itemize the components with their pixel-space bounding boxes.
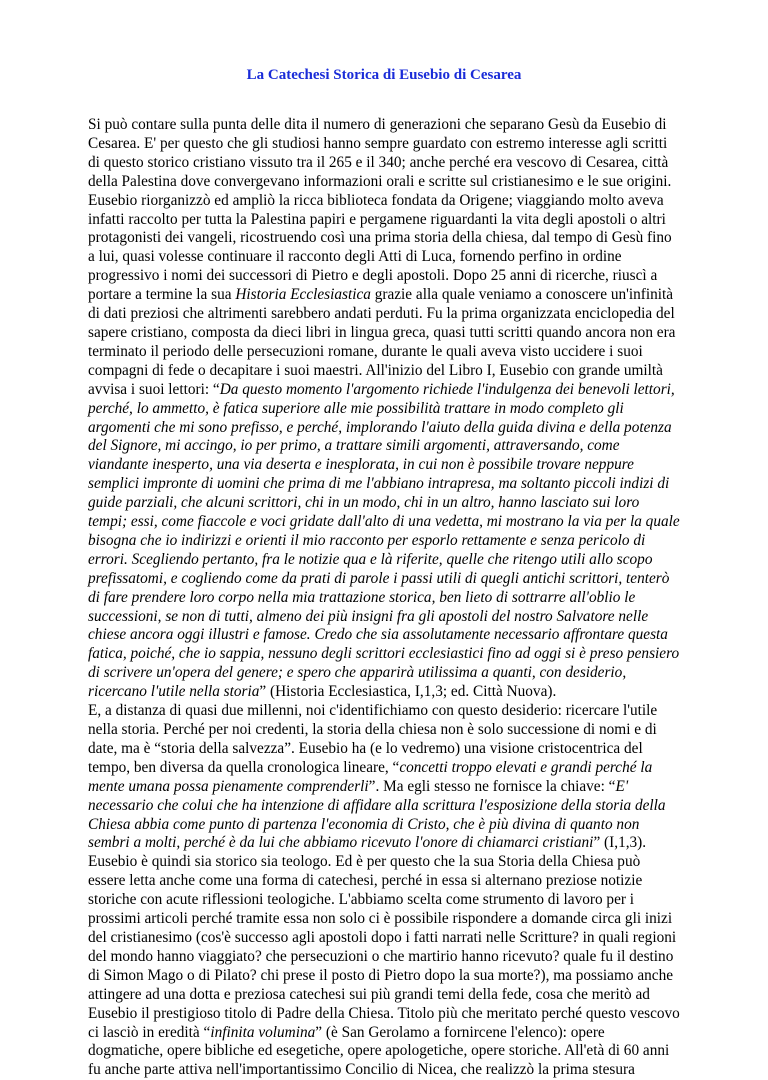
paragraph-2 — [88, 702, 680, 1080]
article-body — [88, 116, 680, 1080]
paragraph-2-italic-1: concetti troppo elevati e grandi perché la mente umana possa pienamente comprenderli — [88, 758, 653, 795]
paragraph-1 — [88, 116, 680, 702]
paragraph-2-italic-2: infinita volumina — [210, 1023, 316, 1041]
paragraph-2-text-1: E, a distanza di quasi due millenni, noi c'identifichiamo con questo desiderio: ricercare l'utile nella storia. Perché per noi credenti, la storia della chiesa non è solo successione di nomi e di date, ma è “storia della salvezza”. Eusebio ha (e lo vedremo) una visione cristocentrica del tempo, ben diversa da quella cronologica lineare, “ — [88, 702, 658, 776]
paragraph-1-quote: Da questo momento l'argomento richiede l'indulgenza dei benevoli lettori, perché, lo ammetto, è fatica superiore alle mie possibilità trattare in modo completo gli argomenti che mi sono prefisso, e perché, implorando l'aiuto della guida divina e della potenza del Signore, mi accingo, io per primo, a trattare simili argomenti, attraversando, come viandante inesperto, una via deserta e inesplorata, in cui non è possibile trovare neppure semplici impronte di uomini che prima di me l'abbiano intrapresa, ma soltanto piccoli indizi di guide parziali, che alcuni scrittori, chi in un modo, chi in un altro, hanno lasciato sui loro tempi; essi, come fiaccole e voci gridate dall'alto di una vedetta, mi mostrano la via per la quale bisogna che io indirizzi e orienti il mio racconto per esporlo rettamente e senza pericolo di errori. Scegliendo pertanto, fra le notizie qua e là riferite, quelle che ritengo utili allo scopo prefissatomi, e cogliendo come da prati di parole i passi utili di quegli antichi scrittori, tenterò di fare prendere loro corpo nella mia trattazione storica, ben lieto di sottrarre all'oblio le successioni, se non di tutti, almeno dei più insigni fra gli apostoli del nostro Salvatore nelle chiese ancora oggi illustri e famose. Credo che sia assolutamente necessario affrontare questa fatica, poiché, che io sappia, nessuno degli scrittori ecclesiastici fino ad oggi si è preso pensiero di scrivere un'opera del genere; e spero che apparirà utilissima a quanti, con desiderio, ricercano l'utile nella storia — [88, 380, 680, 701]
paragraph-1-text-3: ” (Historia Ecclesiastica, I,1,3; ed. Città Nuova). — [259, 683, 557, 701]
paragraph-1-text-1: Si può contare sulla punta delle dita il numero di generazioni che separano Gesù da Eusebio di Cesarea. E' per questo che gli studiosi hanno sempre guardato con estremo interesse agli scritti di questo storico cristiano vissuto tra il 265 e il 340; anche perché era vescovo di Cesarea, città della Palestina dove convergevano informazioni orali e scritte sul cristianesimo e le sue origini. Eusebio riorganizzò ed ampliò la ricca biblioteca fondata da Origene; viaggiando molto aveva infatti raccolto per tutta la Palestina papiri e pergamene riguardanti la vita degli apostoli o altri protagonisti dei vangeli, ricostruendo così una prima storia della chiesa, dal tempo di Gesù fino a lui, quasi volesse continuare il racconto degli Atti di Luca, fornendo perfino in ordine progressivo i nomi dei successori di Pietro e degli apostoli. Dopo 25 anni di ricerche, riuscì a portare a termine la sua — [88, 116, 672, 304]
paragraph-1-italic-1: Historia Ecclesiastica — [235, 286, 371, 304]
paragraph-2-text-2: ”. Ma egli stesso ne fornisce la chiave: “ — [368, 777, 616, 795]
document-title: La Catechesi Storica di Eusebio di Cesarea — [246, 67, 522, 83]
paragraph-2-text-4: ” (è San Gerolamo a fornircene l'elenco): opere dogmatiche, opere bibliche ed esegetiche, opere apologetiche, opere storiche. All'età di 60 anni fu anche parte attiva nell'importantissimo Concilio di Nicea, che realizzò la prima stesura — [88, 1023, 670, 1079]
paragraph-2-quote: E' necessario che colui che ha intenzione di affidare alla scrittura l'esposizione della storia della Chiesa abbia come punto di partenza l'economia di Cristo, che è più divina di quanto non sembri a molti, perché è da lui che abbiamo ricevuto l'onore di chiamarci cristiani — [88, 777, 666, 852]
paragraph-1-text-2: grazie alla quale veniamo a conoscere un'infinità di dati preziosi che altrimenti sarebbero andati perduti. Fu la prima organizzata enciclopedia del sapere cristiano, composta da dieci libri in lingua greca, quasi tutti scritti quando ancora non era terminato il periodo delle persecuzioni romane, durante le quali aveva visto uccidere i suoi compagni di fede o decapitare i suoi maestri. All'inizio del Libro I, Eusebio con grande umiltà avvisa i suoi lettori: “ — [88, 286, 676, 398]
paragraph-2-text-3: ” (I,1,3). Eusebio è quindi sia storico sia teologo. Ed è per questo che la sua Storia della Chiesa può essere letta anche come una forma di catechesi, perché in essa si alternano preziose notizie storiche con acute riflessioni teologiche. L'abbiamo scelta come strumento di lavoro per i prossimi articoli perché tramite essa non solo ci è possibile rispondere a domande circa gli inizi del cristianesimo (cos'è successo agli apostoli dopo i fatti narrati nelle Scritture? in quali regioni del mondo hanno viaggiato? che persecuzioni o che martirio hanno ricevuto? quale fu il destino di Simon Mago o di Pilato? chi prese il posto di Pietro dopo la sua morte?), ma possiamo anche attingere ad una dotta e preziosa catechesi sui più grandi temi della fede, cosa che meritò ad Eusebio il prestigioso titolo di Padre della Chiesa. Titolo più che meritato perché questo vescovo ci lasciò in eredità “ — [88, 834, 680, 1041]
